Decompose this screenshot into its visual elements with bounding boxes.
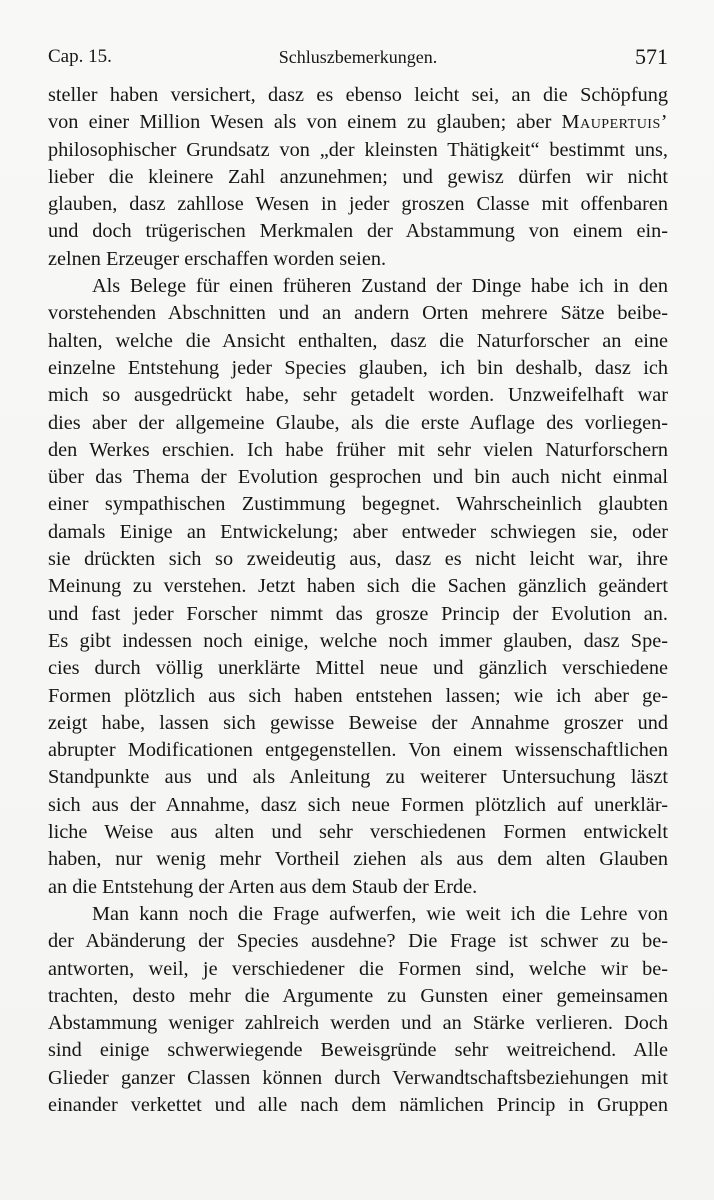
text-line: Meinung zu verstehen. Jetzt haben sich die Sachen gänzlich geändert [48,575,668,598]
text-line: Als Belege für einen früheren Zustand der Dinge habe ich in den [92,275,668,298]
text-line: einer sympathischen Zustimmung begegnet. Wahrscheinlich glaubten [48,493,668,516]
text-line: Standpunkte aus und als Anleitung zu weiterer Untersuchung läszt [48,766,668,789]
text-line: Abstammung weniger zahlreich werden und an Stärke verlieren. Doch [48,1012,668,1035]
text-line: sich aus der Annahme, dasz sich neue Formen plötzlich auf unerklär- [48,793,668,816]
text-line: steller haben versichert, dasz es ebenso leicht sei, an die Schöpfung [48,84,668,106]
text-line: sie drückten sich so zweideutig aus, dasz es nicht leicht war, ihre [48,548,668,571]
text-line: antworten, weil, je verschiedener die Formen sind, welche wir be- [48,957,668,980]
text-line: mich so ausgedrückt habe, sehr getadelt worden. Unzweifelhaft war [48,384,668,407]
text-line: und doch trügerischen Merkmalen der Abstammung von einem ein- [48,220,668,243]
text-line: vorstehenden Abschnitten und an andern Orten mehrere Sätze beibe- [48,302,668,325]
text-line: der Abänderung der Species ausdehne? Die Frage ist schwer zu be- [48,930,668,953]
text-line: sind einige schwerwiegende Beweisgründe sehr weitreichend. Alle [48,1039,668,1062]
text-line: philosophischer Grundsatz von „der kleinsten Thätigkeit“ bestimmt uns, [48,138,668,161]
paragraph-3 [48,901,668,1119]
chapter-label: Cap. 15. [48,46,112,67]
text-line [48,109,668,136]
text-line: den Werkes erschien. Ich habe früher mit sehr vielen Naturforschern [48,438,668,461]
text-line: einander verkettet und alle nach dem nämlichen Princip in Gruppen [48,1093,668,1116]
text-line: an die Entstehung der Arten aus dem Staub der Erde. [48,875,478,898]
text-line: Man kann noch die Frage aufwerfen, wie weit ich die Lehre von [92,902,668,925]
running-head [48,40,668,74]
text-line: einzelne Entstehung jeder Species glauben, ich bin deshalb, dasz ich [48,356,668,379]
author-name-smallcaps: Maupertuis’ [561,111,668,134]
text-line: cies durch völlig unerklärte Mittel neue und gänzlich verschiedene [48,657,668,680]
text-line: damals Einige an Entwickelung; aber entweder schwiegen sie, oder [48,520,668,543]
section-title: Schluszbemerkungen. [278,47,438,67]
text-line: lieber die kleinere Zahl anzunehmen; und gewisz dürfen wir nicht [48,165,668,188]
text-line: zelnen Erzeuger erschaffen worden seien. [48,247,387,270]
text-line: haben, nur wenig mehr Vortheil ziehen als aus dem alten Glauben [48,848,668,871]
text-line: glauben, dasz zahllose Wesen in jeder groszen Classe mit offenbaren [48,193,668,216]
text-line: Es gibt indessen noch einige, welche noch immer glauben, dasz Spe- [48,629,668,652]
text-line-part: von einer Million Wesen als von einem zu glauben; aber [48,111,552,134]
text-line: dies aber der allgemeine Glaube, als die erste Auflage des vorliegen- [48,411,668,434]
paragraph-1 [48,82,668,273]
text-line: liche Weise aus alten und sehr verschiedenen Formen entwickelt [48,821,668,844]
text-line: zeigt habe, lassen sich gewisse Beweise der Annahme groszer und [48,711,668,734]
page-number: 571 [635,44,668,69]
text-line: halten, welche die Ansicht enthalten, dasz die Naturforscher an eine [48,329,668,352]
text-line: über das Thema der Evolution gesprochen und bin auch nicht einmal [48,466,668,489]
paragraph-2 [48,273,668,901]
text-line: und fast jeder Forscher nimmt das grosze Princip der Evolution an. [48,602,668,625]
text-line: abrupter Modificationen entgegenstellen. Von einem wissenschaftlichen [48,739,668,762]
text-line: Glieder ganzer Classen können durch Verwandtschaftsbeziehungen mit [48,1066,668,1089]
text-line: Formen plötzlich aus sich haben entstehen lassen; wie ich aber ge- [48,684,668,707]
text-line: trachten, desto mehr die Argumente zu Gunsten einer gemeinsamen [48,984,668,1007]
body-text [48,82,668,1119]
